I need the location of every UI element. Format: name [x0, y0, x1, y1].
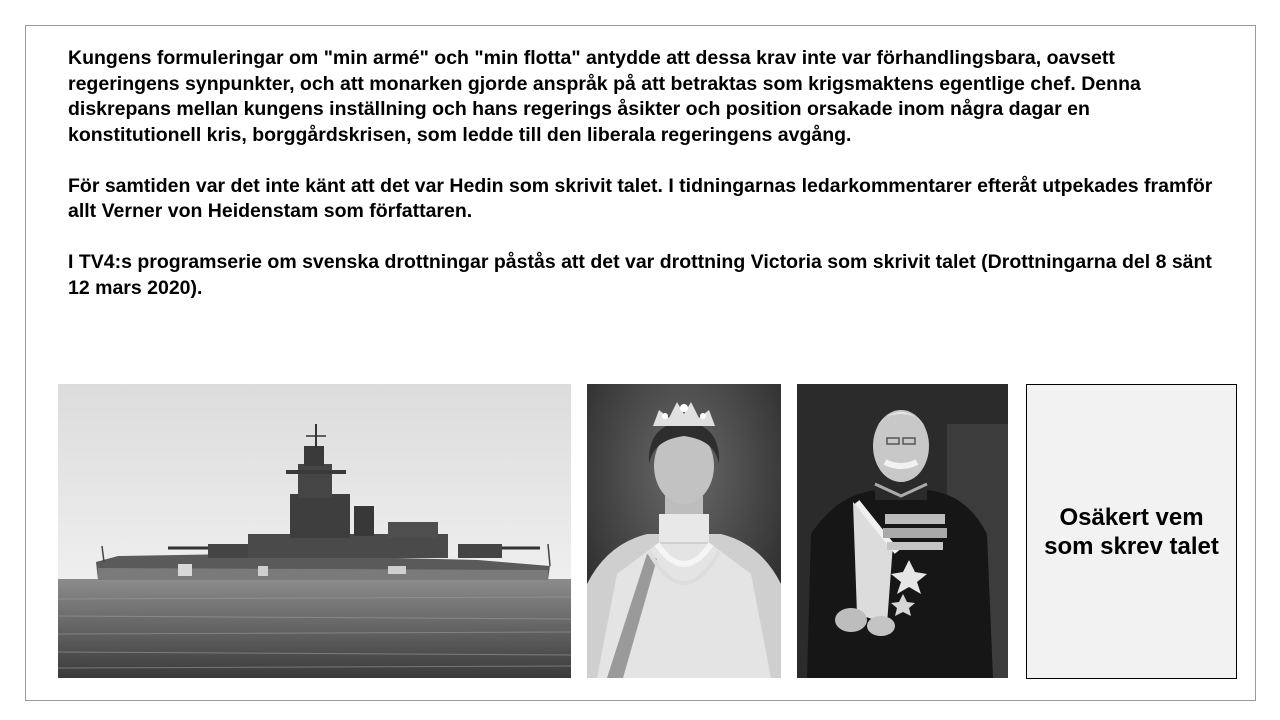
callout-text: Osäkert vem som skrev talet: [1044, 503, 1219, 560]
paragraph-tv4: I TV4:s programserie om svenska drottningar påstås att det var drottning Victoria som skrivit talet (Drottningarna del 8 sänt 12 mars 2020).: [68, 251, 1212, 299]
slide-text-body: [68, 46, 1218, 327]
queen-victoria-portrait: [587, 384, 781, 678]
paragraph-crisis: Kungens formuleringar om "min armé" och "min flotta" antydde att dessa krav inte var förhandlingsbara, oavsett regeringens synpunkter, och att monarken gjorde anspråk på att betraktas som krigsmaktens egentlige chef. Denna diskrepans mellan kungens inställning och hans regerings åsikter och position orsakade inom några dagar en konstitutionell kris, borggårdskrisen, som ledde till den liberala regeringens avgång.: [68, 47, 1141, 146]
uncertain-author-callout: [1026, 384, 1237, 679]
king-gustaf-portrait: [797, 384, 1008, 678]
paragraph-hedin: För samtiden var det inte känt att det var Hedin som skrivit talet. I tidningarnas ledarkommentarer efteråt utpekades framför allt Verner von Heidenstam som författaren.: [68, 174, 1213, 222]
warship-photo: [58, 384, 571, 678]
